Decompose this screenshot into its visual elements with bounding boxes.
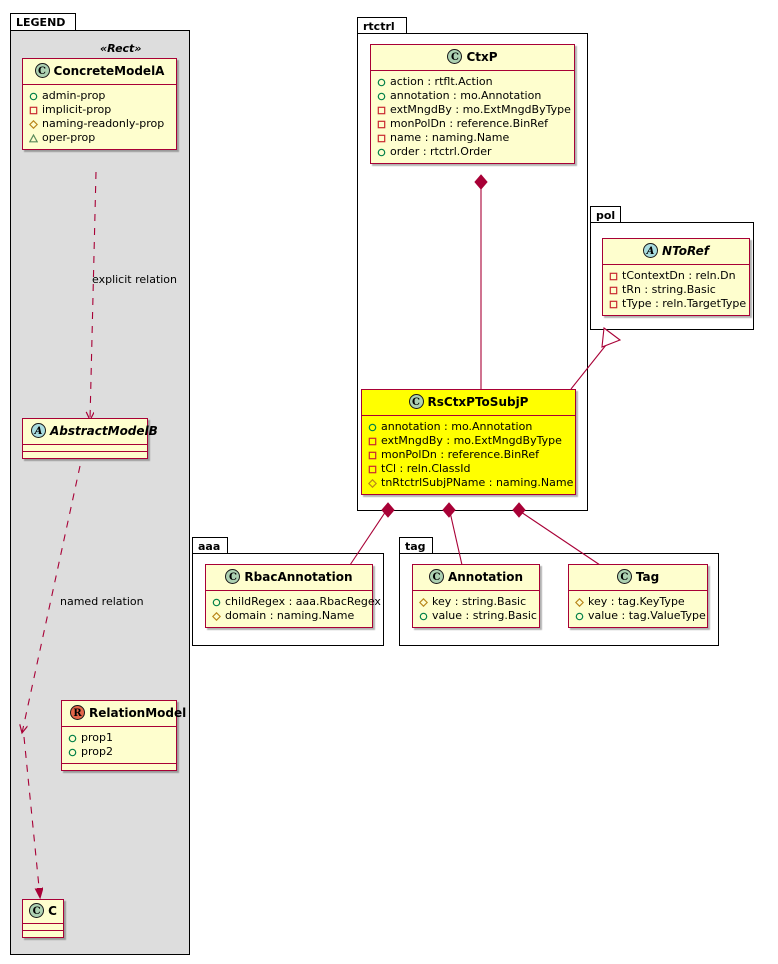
class-ntoref[interactable] bbox=[602, 238, 750, 316]
attribute-row bbox=[29, 131, 170, 145]
attribute-row bbox=[212, 595, 381, 609]
class-ntoref-name: NToRef bbox=[662, 244, 709, 258]
attribute-text: childRegex : aaa.RbacRegex bbox=[225, 595, 381, 608]
class-abstractmodelb[interactable] bbox=[22, 418, 158, 459]
attribute-text: key : tag.KeyType bbox=[588, 595, 685, 608]
class-badge-icon: A bbox=[643, 243, 658, 258]
attribute-row bbox=[377, 117, 568, 131]
attribute-text: tRn : string.Basic bbox=[622, 283, 716, 296]
attribute-row bbox=[368, 420, 569, 434]
class-tag-attributes bbox=[569, 591, 707, 627]
visibility-protected-icon bbox=[575, 598, 584, 607]
attribute-text: monPolDn : reference.BinRef bbox=[381, 448, 539, 461]
attribute-text: oper-prop bbox=[42, 131, 96, 144]
package-aaa-tab: aaa bbox=[192, 537, 228, 554]
attribute-row bbox=[377, 75, 568, 89]
class-concretemodela-name: ConcreteModelA bbox=[53, 64, 165, 78]
attribute-text: tType : reln.TargetType bbox=[622, 297, 747, 310]
visibility-public-icon bbox=[377, 148, 386, 157]
class-concretemodela-attributes bbox=[23, 85, 176, 149]
package-legend-body bbox=[10, 30, 190, 955]
class-rsctxptosubjp-header bbox=[362, 390, 575, 415]
class-relationmodel[interactable] bbox=[61, 700, 187, 771]
attribute-text: tnRtctrlSubjPName : naming.Name bbox=[381, 476, 574, 489]
class-annotation-attributes bbox=[413, 591, 539, 627]
class-badge-icon: A bbox=[31, 423, 46, 438]
class-relationmodel-methods bbox=[62, 764, 176, 770]
class-badge-icon: C bbox=[429, 569, 444, 584]
class-rsctxptosubjp-attributes bbox=[362, 416, 575, 494]
class-c-name: C bbox=[48, 904, 57, 918]
visibility-public-icon bbox=[212, 598, 221, 607]
visibility-public-icon bbox=[419, 612, 428, 621]
attribute-row bbox=[575, 609, 706, 623]
attribute-row bbox=[29, 103, 170, 117]
attribute-text: monPolDn : reference.BinRef bbox=[390, 117, 548, 130]
class-annotation-header bbox=[413, 565, 539, 590]
visibility-private-icon bbox=[377, 120, 386, 129]
visibility-package-icon bbox=[29, 134, 38, 143]
package-rtctrl-tab: rtctrl bbox=[357, 17, 407, 34]
class-ctxp-attributes bbox=[371, 71, 574, 163]
visibility-protected-icon bbox=[419, 598, 428, 607]
attribute-text: admin-prop bbox=[42, 89, 106, 102]
attribute-row bbox=[29, 117, 170, 131]
class-badge-icon: C bbox=[409, 394, 424, 409]
attribute-row bbox=[377, 89, 568, 103]
attribute-text: tContextDn : reln.Dn bbox=[622, 269, 736, 282]
class-relationmodel-name: RelationModel bbox=[89, 706, 187, 720]
attribute-text: implicit-prop bbox=[42, 103, 112, 116]
class-abstractmodelb-header bbox=[23, 419, 158, 444]
package-tag-tab: tag bbox=[399, 537, 433, 554]
class-ctxp[interactable] bbox=[370, 44, 575, 164]
attribute-text: order : rtctrl.Order bbox=[390, 145, 492, 158]
attribute-row bbox=[368, 476, 574, 490]
attribute-text: annotation : mo.Annotation bbox=[390, 89, 542, 102]
attribute-text: key : string.Basic bbox=[432, 595, 527, 608]
class-badge-icon: C bbox=[617, 569, 632, 584]
class-tag-header bbox=[569, 565, 707, 590]
package-legend-tab: LEGEND bbox=[10, 13, 76, 31]
attribute-text: action : rtflt.Action bbox=[390, 75, 493, 88]
attribute-row bbox=[377, 131, 568, 145]
class-rbacannotation-name: RbacAnnotation bbox=[244, 570, 353, 584]
visibility-private-icon bbox=[609, 300, 618, 309]
attribute-text: annotation : mo.Annotation bbox=[381, 420, 533, 433]
attribute-row bbox=[368, 462, 569, 476]
class-badge-icon: C bbox=[35, 63, 50, 78]
attribute-row bbox=[29, 89, 170, 103]
visibility-public-icon bbox=[68, 734, 77, 743]
class-rbacannotation-header bbox=[206, 565, 372, 590]
class-rsctxptosubjp[interactable] bbox=[361, 389, 576, 495]
attribute-row bbox=[68, 745, 170, 759]
visibility-private-icon bbox=[368, 465, 377, 474]
class-ctxp-header bbox=[371, 45, 574, 70]
attribute-text: prop2 bbox=[81, 745, 113, 758]
visibility-private-icon bbox=[368, 437, 377, 446]
class-relationmodel-header bbox=[62, 701, 187, 726]
class-badge-icon: C bbox=[225, 569, 240, 584]
attribute-text: value : tag.ValueType bbox=[588, 609, 706, 622]
attribute-row bbox=[575, 595, 701, 609]
attribute-row bbox=[212, 609, 366, 623]
attribute-text: name : naming.Name bbox=[390, 131, 510, 144]
edge-label-named-relation: named relation bbox=[60, 595, 144, 608]
attribute-row bbox=[377, 145, 568, 159]
visibility-private-icon bbox=[609, 272, 618, 281]
attribute-row bbox=[419, 609, 537, 623]
class-abstractmodelb-name: AbstractModelB bbox=[50, 424, 158, 438]
edge-label-explicit-relation: explicit relation bbox=[92, 273, 178, 286]
visibility-public-icon bbox=[377, 78, 386, 87]
visibility-private-icon bbox=[377, 134, 386, 143]
class-relationmodel-attributes bbox=[62, 727, 176, 763]
visibility-public-icon bbox=[368, 423, 377, 432]
class-tag[interactable] bbox=[568, 564, 708, 628]
visibility-protected-icon bbox=[212, 612, 221, 621]
attribute-row bbox=[609, 283, 743, 297]
class-badge-icon: C bbox=[447, 49, 462, 64]
visibility-private-icon bbox=[609, 286, 618, 295]
attribute-text: naming-readonly-prop bbox=[42, 117, 165, 130]
attribute-text: extMngdBy : mo.ExtMngdByType bbox=[390, 103, 571, 116]
visibility-public-icon bbox=[68, 748, 77, 757]
visibility-protected-icon bbox=[368, 479, 377, 488]
attribute-text: prop1 bbox=[81, 731, 113, 744]
class-ntoref-header bbox=[603, 239, 749, 264]
class-c-header bbox=[23, 900, 63, 923]
attribute-row bbox=[368, 448, 569, 462]
class-rbacannotation-attributes bbox=[206, 591, 381, 627]
visibility-private-icon bbox=[377, 106, 386, 115]
class-rsctxptosubjp-name: RsCtxPToSubjP bbox=[427, 395, 529, 409]
class-annotation-name: Annotation bbox=[447, 570, 524, 584]
attribute-row bbox=[68, 731, 170, 745]
attribute-row bbox=[609, 297, 747, 311]
attribute-text: tCl : reln.ClassId bbox=[381, 462, 471, 475]
attribute-text: value : string.Basic bbox=[432, 609, 537, 622]
attribute-text: domain : naming.Name bbox=[225, 609, 355, 622]
class-ntoref-attributes bbox=[603, 265, 749, 315]
class-concretemodela-header bbox=[23, 59, 176, 84]
class-ctxp-name: CtxP bbox=[466, 50, 498, 64]
visibility-private-icon bbox=[29, 106, 38, 115]
class-badge-icon: R bbox=[70, 705, 85, 720]
class-rbacannotation[interactable] bbox=[205, 564, 381, 628]
class-c[interactable] bbox=[22, 899, 64, 938]
class-annotation[interactable] bbox=[412, 564, 540, 628]
visibility-protected-icon bbox=[29, 120, 38, 129]
visibility-public-icon bbox=[29, 92, 38, 101]
attribute-text: extMngdBy : mo.ExtMngdByType bbox=[381, 434, 562, 447]
class-abstractmodelb-methods bbox=[23, 452, 147, 458]
attribute-row bbox=[419, 595, 533, 609]
package-pol-tab: pol bbox=[590, 206, 621, 223]
attribute-row bbox=[368, 434, 569, 448]
visibility-public-icon bbox=[377, 92, 386, 101]
stereotype-rect: «Rect» bbox=[100, 42, 142, 55]
class-tag-name: Tag bbox=[635, 570, 660, 584]
attribute-row bbox=[377, 103, 571, 117]
visibility-private-icon bbox=[368, 451, 377, 460]
visibility-public-icon bbox=[575, 612, 584, 621]
attribute-row bbox=[609, 269, 743, 283]
class-c-methods bbox=[23, 931, 63, 937]
class-concretemodela[interactable] bbox=[22, 58, 177, 150]
class-badge-icon: C bbox=[29, 903, 44, 918]
